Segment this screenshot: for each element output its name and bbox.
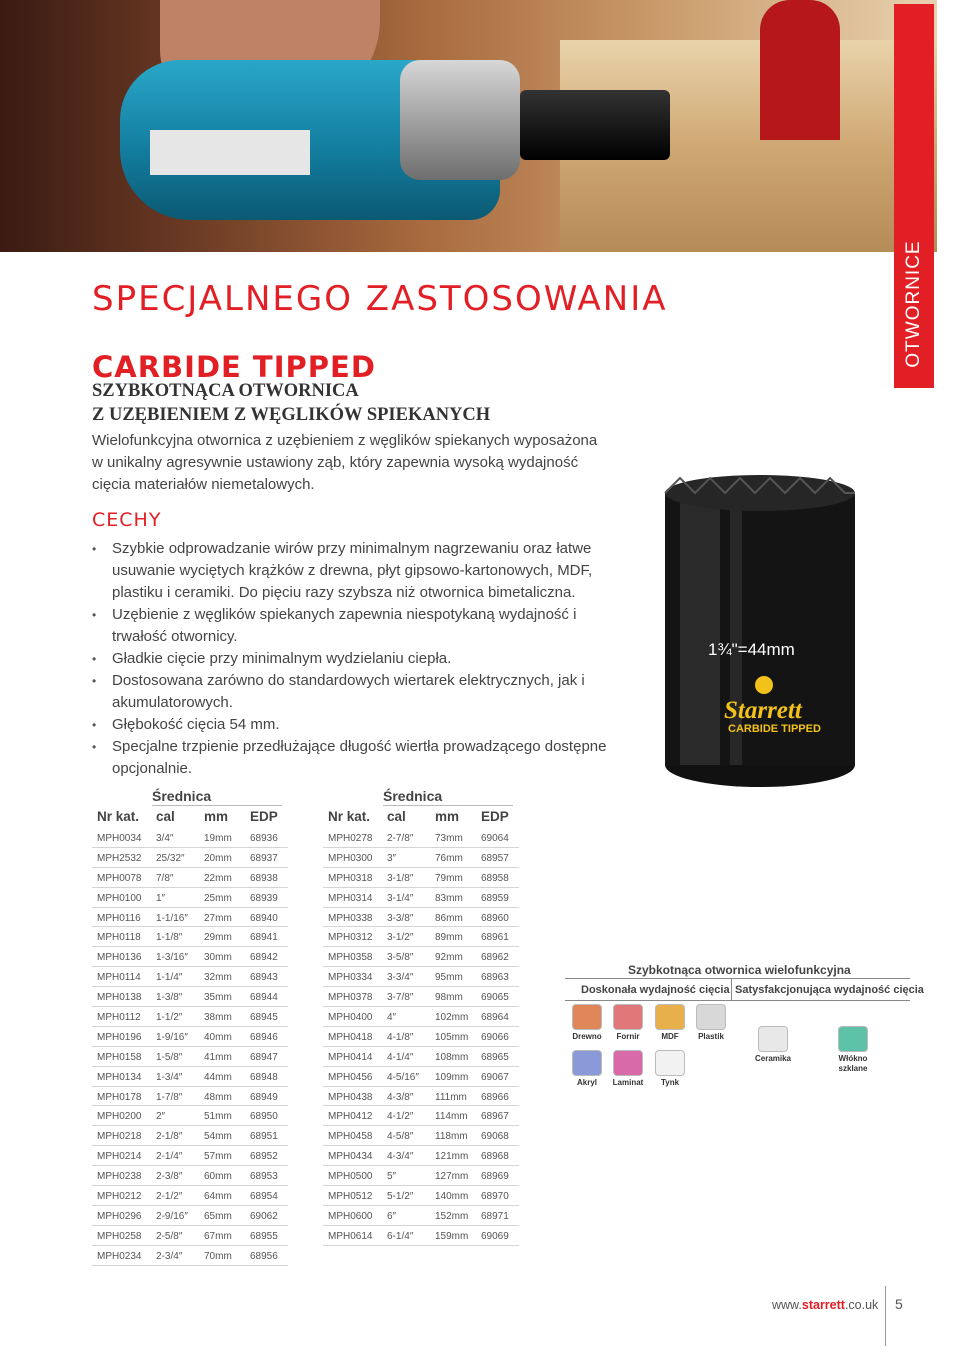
cell-inch: 1-1/2″ <box>156 1012 183 1024</box>
cell-mm: 35mm <box>204 992 232 1004</box>
cell-inch: 5-1/2″ <box>387 1191 414 1203</box>
section-tab <box>894 4 934 388</box>
cell-edp: 68936 <box>250 833 278 844</box>
section-tab-label: OTWORNICE <box>903 240 924 368</box>
cell-mm: 25mm <box>204 892 232 904</box>
table-row <box>323 908 519 928</box>
cell-catalog-number: MPH0458 <box>328 1131 373 1143</box>
cell-edp: 69065 <box>481 992 509 1004</box>
cell-edp: 68946 <box>250 1031 278 1043</box>
cell-catalog-number: MPH0300 <box>328 852 373 864</box>
table-row <box>92 927 288 947</box>
table-row <box>323 1166 519 1186</box>
cell-mm: 111mm <box>435 1091 467 1103</box>
cell-edp: 68956 <box>250 1250 278 1262</box>
table-row <box>92 1027 288 1047</box>
cell-inch: 1-9/16″ <box>156 1031 188 1043</box>
cell-inch: 3-1/2″ <box>387 932 414 944</box>
cell-edp: 68940 <box>250 912 278 924</box>
mdf-icon <box>655 1004 685 1030</box>
cell-edp: 68971 <box>481 1210 509 1222</box>
table-row <box>323 888 519 908</box>
cell-mm: 98mm <box>435 992 463 1004</box>
cell-catalog-number: MPH0600 <box>328 1210 373 1222</box>
cell-mm: 27mm <box>204 912 232 924</box>
cell-inch: 1-5/8″ <box>156 1051 183 1063</box>
table-group-header: Średnica <box>152 788 282 806</box>
feature-item: • Specjalne trzpienie przedłużające długość wiertła prowadzącego dostępne opcjonalnie. <box>92 736 617 780</box>
cell-mm: 140mm <box>435 1191 469 1203</box>
cell-catalog-number: MPH0218 <box>97 1131 142 1143</box>
cell-catalog-number: MPH0334 <box>328 972 373 984</box>
cell-mm: 44mm <box>204 1071 232 1083</box>
cell-catalog-number: MPH0614 <box>328 1230 373 1242</box>
cell-edp: 68941 <box>250 932 278 944</box>
table-row <box>323 1206 519 1226</box>
cell-inch: 2-1/2″ <box>156 1191 183 1203</box>
product-model: CARBIDE TIPPED <box>728 723 821 735</box>
cell-mm: 64mm <box>204 1191 232 1203</box>
cell-edp: 68942 <box>250 952 278 964</box>
cell-edp: 68965 <box>481 1051 509 1063</box>
cell-inch: 2-7/8″ <box>387 833 414 844</box>
table-row <box>92 1106 288 1126</box>
product-subtitle-2: Z UZĘBIENIEM Z WĘGLIKÓW SPIEKANYCH <box>92 405 491 425</box>
cell-catalog-number: MPH0456 <box>328 1071 373 1083</box>
materials-chart <box>565 960 924 1100</box>
cell-catalog-number: MPH0138 <box>97 992 142 1004</box>
cell-catalog-number: MPH0378 <box>328 992 373 1004</box>
cell-catalog-number: MPH0512 <box>328 1191 373 1203</box>
cell-catalog-number: MPH0312 <box>328 932 373 944</box>
cell-edp: 68967 <box>481 1111 509 1123</box>
excellent-performance-label: Doskonała wydajność cięcia <box>581 984 730 996</box>
product-size-marking: 1¾"=44mm <box>708 640 795 659</box>
cell-mm: 118mm <box>435 1131 468 1143</box>
cell-inch: 4″ <box>387 1012 397 1024</box>
table-row <box>323 828 519 848</box>
cell-catalog-number: MPH0238 <box>97 1171 142 1183</box>
material-plastic: Plastik <box>693 1004 729 1041</box>
cell-inch: 3/4″ <box>156 833 174 844</box>
cell-catalog-number: MPH0118 <box>97 932 141 944</box>
cell-edp: 68947 <box>250 1051 278 1063</box>
material-acrylic: Akryl <box>569 1050 605 1087</box>
cell-catalog-number: MPH2532 <box>97 852 142 864</box>
material-wood: Drewno <box>569 1004 605 1041</box>
cell-edp: 68970 <box>481 1191 509 1203</box>
cell-catalog-number: MPH0234 <box>97 1250 142 1262</box>
cell-edp: 68955 <box>250 1230 278 1242</box>
cell-catalog-number: MPH0418 <box>328 1031 373 1043</box>
table-header <box>92 809 287 829</box>
divider <box>565 978 910 979</box>
feature-item: • Szybkie odprowadzanie wirów przy minimalnym nagrzewaniu oraz łatwe usuwanie wyciętych krążków z drewna, płyt gipsowo-kartonowych, MDF, plastiku i ceramiki. Do pięciu razy szybsza niż otwornica bimetaliczna. <box>92 538 617 604</box>
cell-edp: 69066 <box>481 1031 509 1043</box>
footer-website[interactable]: www.starrett.co.uk <box>772 1298 879 1312</box>
cell-inch: 3-3/8″ <box>387 912 414 924</box>
cell-edp: 68966 <box>481 1091 509 1103</box>
table-row <box>92 828 288 848</box>
table-row <box>92 868 288 888</box>
cell-edp: 68944 <box>250 992 278 1004</box>
cell-inch: 2-1/4″ <box>156 1151 183 1163</box>
cell-mm: 65mm <box>204 1210 232 1222</box>
table-header <box>323 809 518 829</box>
material-mdf: MDF <box>652 1004 688 1041</box>
cell-inch: 1-3/16″ <box>156 952 188 964</box>
cell-catalog-number: MPH0338 <box>328 912 373 924</box>
cell-mm: 32mm <box>204 972 232 984</box>
hero-drill-label <box>150 130 310 175</box>
cell-edp: 68960 <box>481 912 509 924</box>
cell-inch: 6-1/4″ <box>387 1230 414 1242</box>
cell-edp: 68950 <box>250 1111 278 1123</box>
material-veneer: Fornir <box>610 1004 646 1041</box>
cell-catalog-number: MPH0178 <box>97 1091 142 1103</box>
page-heading: SPECJALNEGO ZASTOSOWANIA <box>92 279 668 319</box>
cell-catalog-number: MPH0034 <box>97 833 142 844</box>
table-row <box>92 1166 288 1186</box>
cell-catalog-number: MPH0258 <box>97 1230 142 1242</box>
cell-inch: 3-1/4″ <box>387 892 414 904</box>
cell-mm: 48mm <box>204 1091 232 1103</box>
hero-clamp <box>760 0 840 140</box>
features-list <box>92 538 617 780</box>
cell-edp: 68938 <box>250 872 278 884</box>
table-row <box>92 1226 288 1246</box>
hero-chuck <box>400 60 520 180</box>
cell-mm: 60mm <box>204 1171 232 1183</box>
cell-inch: 1-1/8″ <box>156 932 183 944</box>
table-row <box>92 1146 288 1166</box>
cell-edp: 68954 <box>250 1191 278 1203</box>
cell-mm: 19mm <box>204 833 232 844</box>
cell-inch: 1-1/4″ <box>156 972 183 984</box>
cell-inch: 2-9/16″ <box>156 1210 188 1222</box>
cell-edp: 68943 <box>250 972 278 984</box>
table-rows <box>323 828 519 1246</box>
cell-mm: 40mm <box>204 1031 232 1043</box>
cell-catalog-number: MPH0136 <box>97 952 142 964</box>
table-row <box>92 888 288 908</box>
features-heading: CECHY <box>92 509 162 531</box>
cell-edp: 68952 <box>250 1151 278 1163</box>
table-row <box>92 967 288 987</box>
table-row <box>323 1047 519 1067</box>
cell-inch: 4-3/4″ <box>387 1151 414 1163</box>
cell-mm: 95mm <box>435 972 463 984</box>
cell-edp: 68949 <box>250 1091 278 1103</box>
cell-edp: 68948 <box>250 1071 278 1083</box>
hero-photo <box>0 0 937 252</box>
table-row <box>323 1027 519 1047</box>
material-fiberglass: Włókno szklane <box>831 1026 875 1074</box>
table-row <box>323 987 519 1007</box>
cell-mm: 152mm <box>435 1210 469 1222</box>
ceramic-icon <box>758 1026 788 1052</box>
cell-mm: 86mm <box>435 912 463 924</box>
cell-catalog-number: MPH0314 <box>328 892 373 904</box>
cell-mm: 127mm <box>435 1171 469 1183</box>
cell-mm: 30mm <box>204 952 232 964</box>
cell-catalog-number: MPH0134 <box>97 1071 142 1083</box>
table-row <box>323 1226 519 1246</box>
materials-title: Szybkotnąca otwornica wielofunkcyjna <box>628 963 851 977</box>
col-cal-header: cal <box>387 809 406 824</box>
table-row <box>92 1067 288 1087</box>
cell-inch: 7/8″ <box>156 872 174 884</box>
cell-catalog-number: MPH0212 <box>97 1191 142 1203</box>
cell-catalog-number: MPH0400 <box>328 1012 373 1024</box>
table-rows <box>92 828 288 1266</box>
col-mm-header: mm <box>204 809 229 824</box>
cell-catalog-number: MPH0200 <box>97 1111 142 1123</box>
cell-edp: 68969 <box>481 1171 509 1183</box>
cell-catalog-number: MPH0414 <box>328 1051 373 1063</box>
material-plaster: Tynk <box>652 1050 688 1087</box>
cell-edp: 68962 <box>481 952 509 964</box>
cell-catalog-number: MPH0434 <box>328 1151 373 1163</box>
cell-inch: 3-1/8″ <box>387 872 414 884</box>
cell-mm: 57mm <box>204 1151 232 1163</box>
col-nr-header: Nr kat. <box>97 809 140 824</box>
table-row <box>323 848 519 868</box>
material-ceramic: Ceramika <box>751 1026 795 1063</box>
cell-edp: 69067 <box>481 1071 509 1083</box>
cell-mm: 51mm <box>204 1111 232 1123</box>
cell-mm: 73mm <box>435 833 463 844</box>
cell-inch: 4-1/2″ <box>387 1111 414 1123</box>
footer-divider <box>885 1286 886 1346</box>
cell-edp: 68963 <box>481 972 509 984</box>
hero-hole-saw <box>520 90 670 160</box>
cell-catalog-number: MPH0112 <box>97 1012 141 1024</box>
cell-edp: 68958 <box>481 872 509 884</box>
table-row <box>323 1126 519 1146</box>
veneer-icon <box>613 1004 643 1030</box>
table-row <box>92 1186 288 1206</box>
page-number: 5 <box>895 1296 903 1312</box>
feature-item: • Uzębienie z węglików spiekanych zapewnia niespotykaną wydajność i trwałość otwornicy. <box>92 604 617 648</box>
cell-inch: 1-7/8″ <box>156 1091 183 1103</box>
cell-inch: 5″ <box>387 1171 397 1183</box>
cell-catalog-number: MPH0196 <box>97 1031 142 1043</box>
cell-inch: 4-1/8″ <box>387 1031 414 1043</box>
cell-catalog-number: MPH0114 <box>97 972 141 984</box>
cell-edp: 68968 <box>481 1151 509 1163</box>
cell-edp: 68945 <box>250 1012 278 1024</box>
cell-catalog-number: MPH0318 <box>328 872 373 884</box>
cell-inch: 1-3/8″ <box>156 992 183 1004</box>
table-row <box>323 868 519 888</box>
cell-inch: 2-3/4″ <box>156 1250 183 1262</box>
cell-edp: 69064 <box>481 833 509 844</box>
cell-inch: 2-5/8″ <box>156 1230 183 1242</box>
table-row <box>323 927 519 947</box>
divider <box>565 1000 910 1001</box>
cell-edp: 68961 <box>481 932 509 944</box>
table-row <box>92 1206 288 1226</box>
table-row <box>323 1146 519 1166</box>
cell-edp: 68939 <box>250 892 278 904</box>
cell-inch: 1-3/4″ <box>156 1071 183 1083</box>
laminate-icon <box>613 1050 643 1076</box>
cell-inch: 6″ <box>387 1210 397 1222</box>
cell-catalog-number: MPH0500 <box>328 1171 373 1183</box>
cell-catalog-number: MPH0296 <box>97 1210 142 1222</box>
table-row <box>323 1087 519 1107</box>
cell-edp: 68959 <box>481 892 509 904</box>
table-row <box>92 1087 288 1107</box>
cell-mm: 38mm <box>204 1012 232 1024</box>
table-row <box>323 947 519 967</box>
cell-catalog-number: MPH0358 <box>328 952 373 964</box>
cell-mm: 159mm <box>435 1230 469 1242</box>
cell-inch: 4-5/16″ <box>387 1071 419 1083</box>
cell-inch: 1-1/16″ <box>156 912 188 924</box>
feature-item: • Głębokość cięcia 54 mm. <box>92 714 617 736</box>
cell-inch: 2″ <box>156 1111 166 1123</box>
cell-edp: 69062 <box>250 1210 278 1222</box>
cell-edp: 68957 <box>481 852 509 864</box>
cell-inch: 25/32″ <box>156 852 185 864</box>
product-subtitle-1: SZYBKOTNĄCA OTWORNICA <box>92 381 359 401</box>
cell-mm: 121mm <box>435 1151 469 1163</box>
table-row <box>92 947 288 967</box>
material-laminate: Laminat <box>610 1050 646 1087</box>
cell-catalog-number: MPH0214 <box>97 1151 142 1163</box>
cell-mm: 114mm <box>435 1111 468 1123</box>
col-edp-header: EDP <box>250 809 278 824</box>
col-nr-header: Nr kat. <box>328 809 371 824</box>
cell-mm: 67mm <box>204 1230 232 1242</box>
table-row <box>323 1067 519 1087</box>
cell-mm: 41mm <box>204 1051 232 1063</box>
table-row <box>92 1007 288 1027</box>
cell-mm: 54mm <box>204 1131 232 1143</box>
cell-inch: 4-3/8″ <box>387 1091 414 1103</box>
cell-mm: 70mm <box>204 1250 232 1262</box>
wood-icon <box>572 1004 602 1030</box>
cell-mm: 22mm <box>204 872 232 884</box>
cell-mm: 79mm <box>435 872 463 884</box>
cell-edp: 68951 <box>250 1131 278 1143</box>
cell-catalog-number: MPH0278 <box>328 833 373 844</box>
table-row <box>92 1246 288 1266</box>
cell-edp: 68953 <box>250 1171 278 1183</box>
col-mm-header: mm <box>435 809 460 824</box>
cell-edp: 68964 <box>481 1012 509 1024</box>
table-row <box>323 1186 519 1206</box>
feature-item: • Dostosowana zarówno do standardowych wiertarek elektrycznych, jak i akumulatorowych. <box>92 670 617 714</box>
cell-inch: 3″ <box>387 852 397 864</box>
cell-catalog-number: MPH0078 <box>97 872 142 884</box>
cell-mm: 105mm <box>435 1031 469 1043</box>
cell-inch: 3-3/4″ <box>387 972 414 984</box>
plaster-icon <box>655 1050 685 1076</box>
cell-edp: 69069 <box>481 1230 509 1242</box>
cell-catalog-number: MPH0438 <box>328 1091 373 1103</box>
product-image <box>660 473 860 788</box>
product-brand-logo: Starrett <box>724 697 802 724</box>
product-description: Wielofunkcyjna otwornica z uzębieniem z węglików spiekanych wyposażona w unikalny agresywnie ustawiony ząb, który zapewnia wysoką wydajność cięcia materiałów niemetalowych. <box>92 432 598 493</box>
acrylic-icon <box>572 1050 602 1076</box>
cell-mm: 76mm <box>435 852 463 864</box>
cell-inch: 4-1/4″ <box>387 1051 414 1063</box>
cell-mm: 109mm <box>435 1071 469 1083</box>
cell-mm: 92mm <box>435 952 463 964</box>
col-cal-header: cal <box>156 809 175 824</box>
table-row <box>323 1007 519 1027</box>
table-row <box>323 967 519 987</box>
cell-inch: 3-5/8″ <box>387 952 414 964</box>
col-edp-header: EDP <box>481 809 509 824</box>
table-row <box>92 987 288 1007</box>
satisfactory-performance-label: Satysfakcjonująca wydajność cięcia <box>735 984 924 996</box>
feature-item: • Gładkie cięcie przy minimalnym wydzielaniu ciepła. <box>92 648 617 670</box>
cell-inch: 3-7/8″ <box>387 992 414 1004</box>
cell-mm: 102mm <box>435 1012 469 1024</box>
cell-inch: 2-1/8″ <box>156 1131 183 1143</box>
cell-edp: 69068 <box>481 1131 509 1143</box>
cell-mm: 29mm <box>204 932 232 944</box>
table-row <box>92 1126 288 1146</box>
cell-inch: 2-3/8″ <box>156 1171 183 1183</box>
product-heading: CARBIDE TIPPED <box>92 350 376 384</box>
cell-catalog-number: MPH0116 <box>97 912 141 924</box>
fiberglass-icon <box>838 1026 868 1052</box>
plastic-icon <box>696 1004 726 1030</box>
cell-inch: 1″ <box>156 892 166 904</box>
cell-mm: 89mm <box>435 932 463 944</box>
table-row <box>323 1106 519 1126</box>
cell-catalog-number: MPH0100 <box>97 892 142 904</box>
table-row <box>92 848 288 868</box>
cell-inch: 4-5/8″ <box>387 1131 414 1143</box>
table-row <box>92 1047 288 1067</box>
cell-catalog-number: MPH0412 <box>328 1111 373 1123</box>
divider <box>731 978 732 1000</box>
cell-edp: 68937 <box>250 852 278 864</box>
cell-mm: 20mm <box>204 852 232 864</box>
cell-mm: 108mm <box>435 1051 469 1063</box>
cell-mm: 83mm <box>435 892 463 904</box>
table-group-header: Średnica <box>383 788 513 806</box>
table-row <box>92 908 288 928</box>
cell-catalog-number: MPH0158 <box>97 1051 142 1063</box>
